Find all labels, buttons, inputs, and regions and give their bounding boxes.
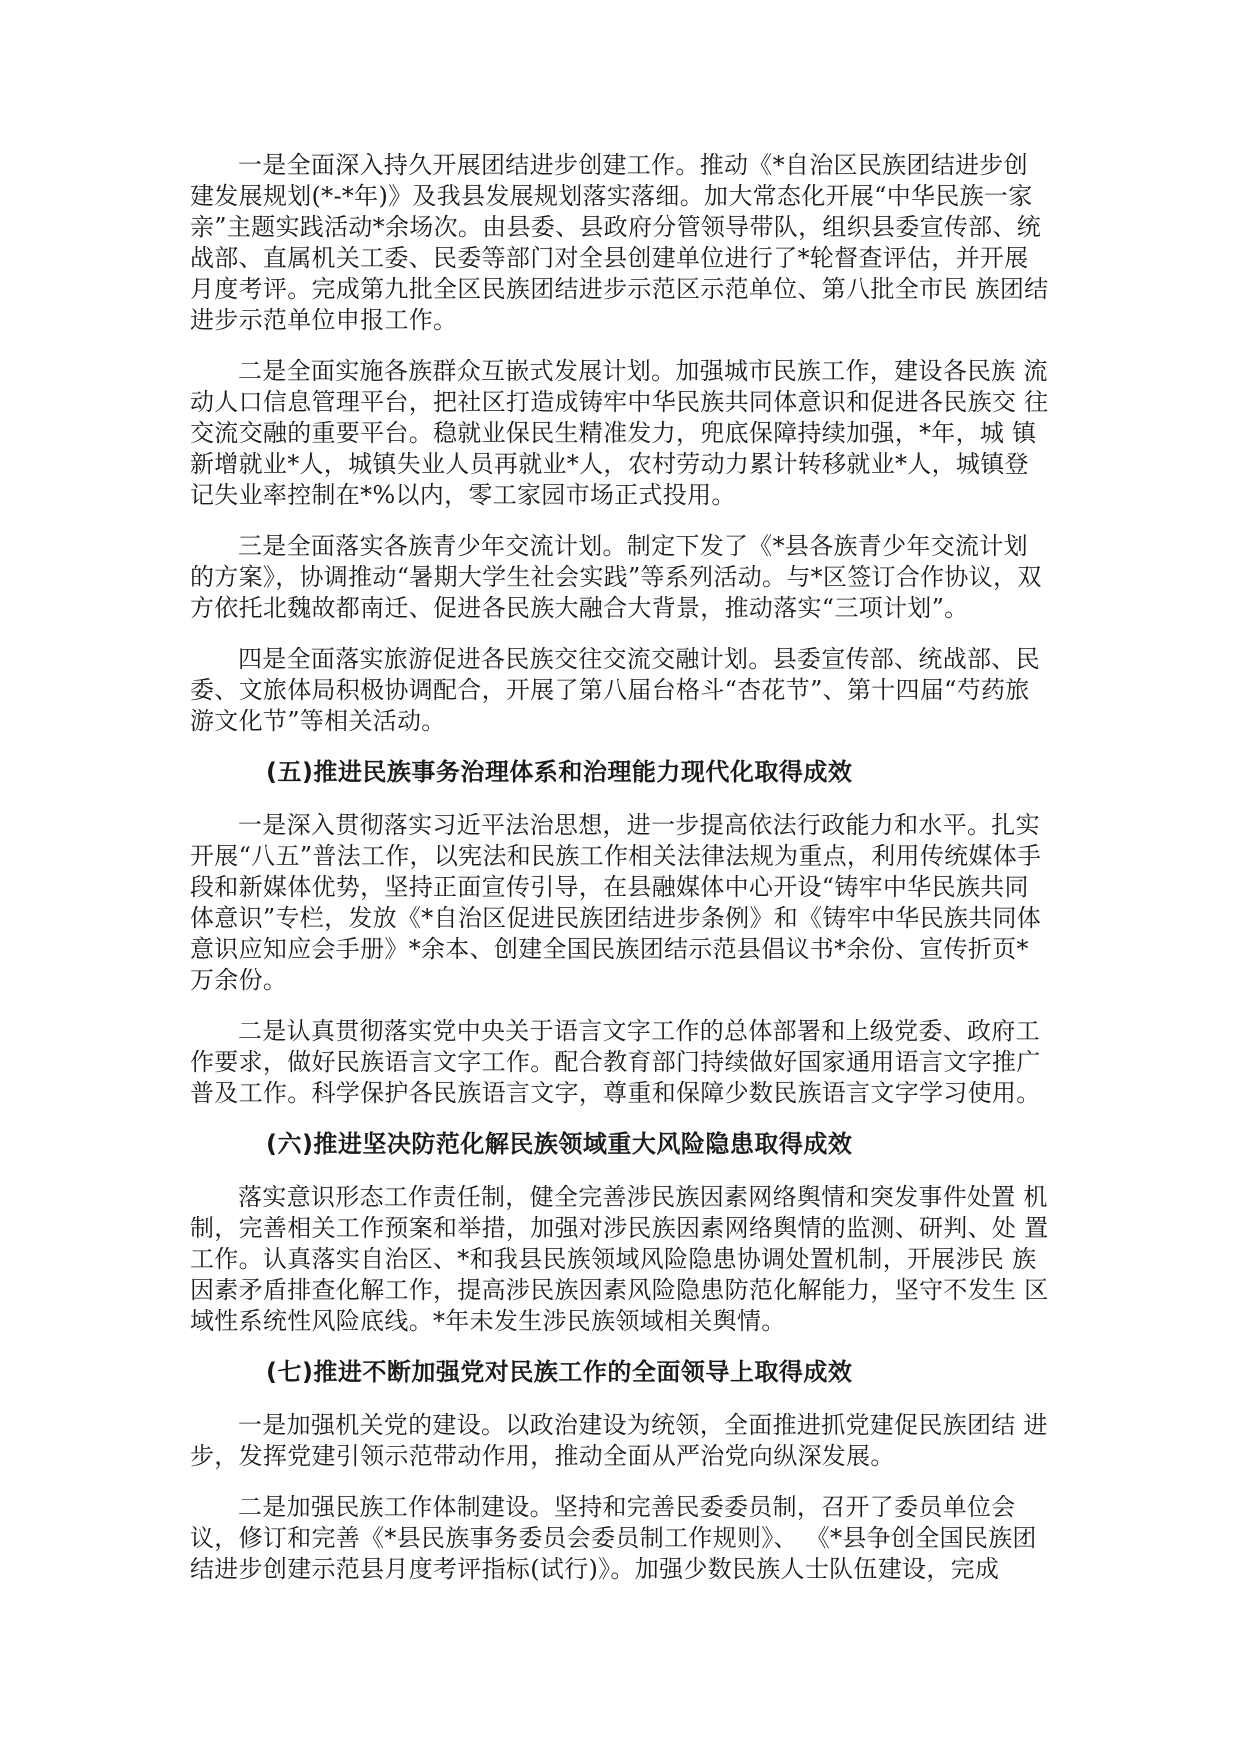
section-heading-6: (六)推进坚决防范化解民族领域重大风险隐患取得成效 (266, 1130, 853, 1158)
paragraph-unity-creation: 一是全面深入持久开展团结进步创建工作。推动《*自治区民族团结进步创建发展规划(*-*年)》及我县发展规划落实落细。加大常态化开展“中华民族一家亲”主题实践活动*余场次。由县委、县政府分管领导带队，组织县委宣传部、统战部、直属机关工委、民委等部门对全县创建单位进行了*轮督查评估，并开展月度考评。完成第九批全区民族团结进步示范区示范单位、第八批全市民 族团结进步示范单位申报工作。 (190, 151, 1049, 334)
paragraph-institutional-building: 二是加强民族工作体制建设。坚持和完善民委委员制，召开了委员单位会议，修订和完善《*县民族事务委员会委员制工作规则》、 《*县争创全国民族团 结进步创建示范县月度考评指标(试行)》。加强少数民族人士队伍建设，完成 (190, 1493, 1037, 1583)
paragraph-risk-prevention: 落实意识形态工作责任制，健全完善涉民族因素网络舆情和突发事件处置 机制，完善相关工作预案和举措，加强对涉民族因素网络舆情的监测、研判、处 置工作。认真落实自治区、*和我县民族领域风险隐患协调处置机制，开展涉民 族因素矛盾排查化解工作，提高涉民族因素风险隐患防范化解能力，坚守不发生 区域性系统性风险底线。*年未发生涉民族领域相关舆情。 (190, 1183, 1049, 1335)
paragraph-language-work: 二是认真贯彻落实党中央关于语言文字工作的总体部署和上级党委、政府工作要求，做好民族语言文字工作。配合教育部门持续做好国家通用语言文字推广普及工作。科学保护各民族语言文字，尊重和保障少数民族语言文字学习使用。 (190, 1017, 1041, 1107)
paragraph-embedded-development: 二是全面实施各族群众互嵌式发展计划。加强城市民族工作，建设各民族 流动人口信息管理平台，把社区打造成铸牢中华民族共同体意识和促进各民族交 往交流交融的重要平台。稳就业保民生精准发力，兜底保障持续加强，*年，城 镇新增就业*人，城镇失业人员再就业*人，农村劳动力累计转移就业*人，城镇登 记失业率控制在*%以内，零工家园市场正式投用。 (190, 357, 1049, 509)
paragraph-rule-of-law: 一是深入贯彻落实习近平法治思想，进一步提高依法行政能力和水平。扎实开展“八五”普法工作，以宪法和民族工作相关法律法规为重点，利用传统媒体手段和新媒体优势，坚持正面宣传引导，在县融媒体中心开设“铸牢中华民族共同体意识”专栏，发放《*自治区促进民族团结进步条例》和《铸牢中华民族共同体意识应知应会手册》*余本、创建全国民族团结示范县倡议书*余份、宣传折页*万余份。 (190, 811, 1042, 994)
paragraph-tourism-exchange: 四是全面落实旅游促进各民族交往交流交融计划。县委宣传部、统战部、民委、文旅体局积极协调配合，开展了第八届台格斗“杏花节”、第十四届“芍药旅游文化节”等相关活动。 (190, 645, 1040, 735)
paragraph-youth-exchange: 三是全面落实各族青少年交流计划。制定下发了《*县各族青少年交流计划的方案》，协调推动“暑期大学生社会实践”等系列活动。与*区签订合作协议，双方依托北魏故都南迁、促进各民族大融合大背景，推动落实“三项计划”。 (190, 532, 1042, 622)
document-page (190, 150, 1050, 1605)
paragraph-party-building: 一是加强机关党的建设。以政治建设为统领，全面推进抓党建促民族团结 进步，发挥党建引领示范带动作用，推动全面从严治党向纵深发展。 (190, 1411, 1048, 1470)
section-heading-5: (五)推进民族事务治理体系和治理能力现代化取得成效 (266, 758, 853, 786)
section-heading-7: (七)推进不断加强党对民族工作的全面领导上取得成效 (266, 1358, 853, 1386)
